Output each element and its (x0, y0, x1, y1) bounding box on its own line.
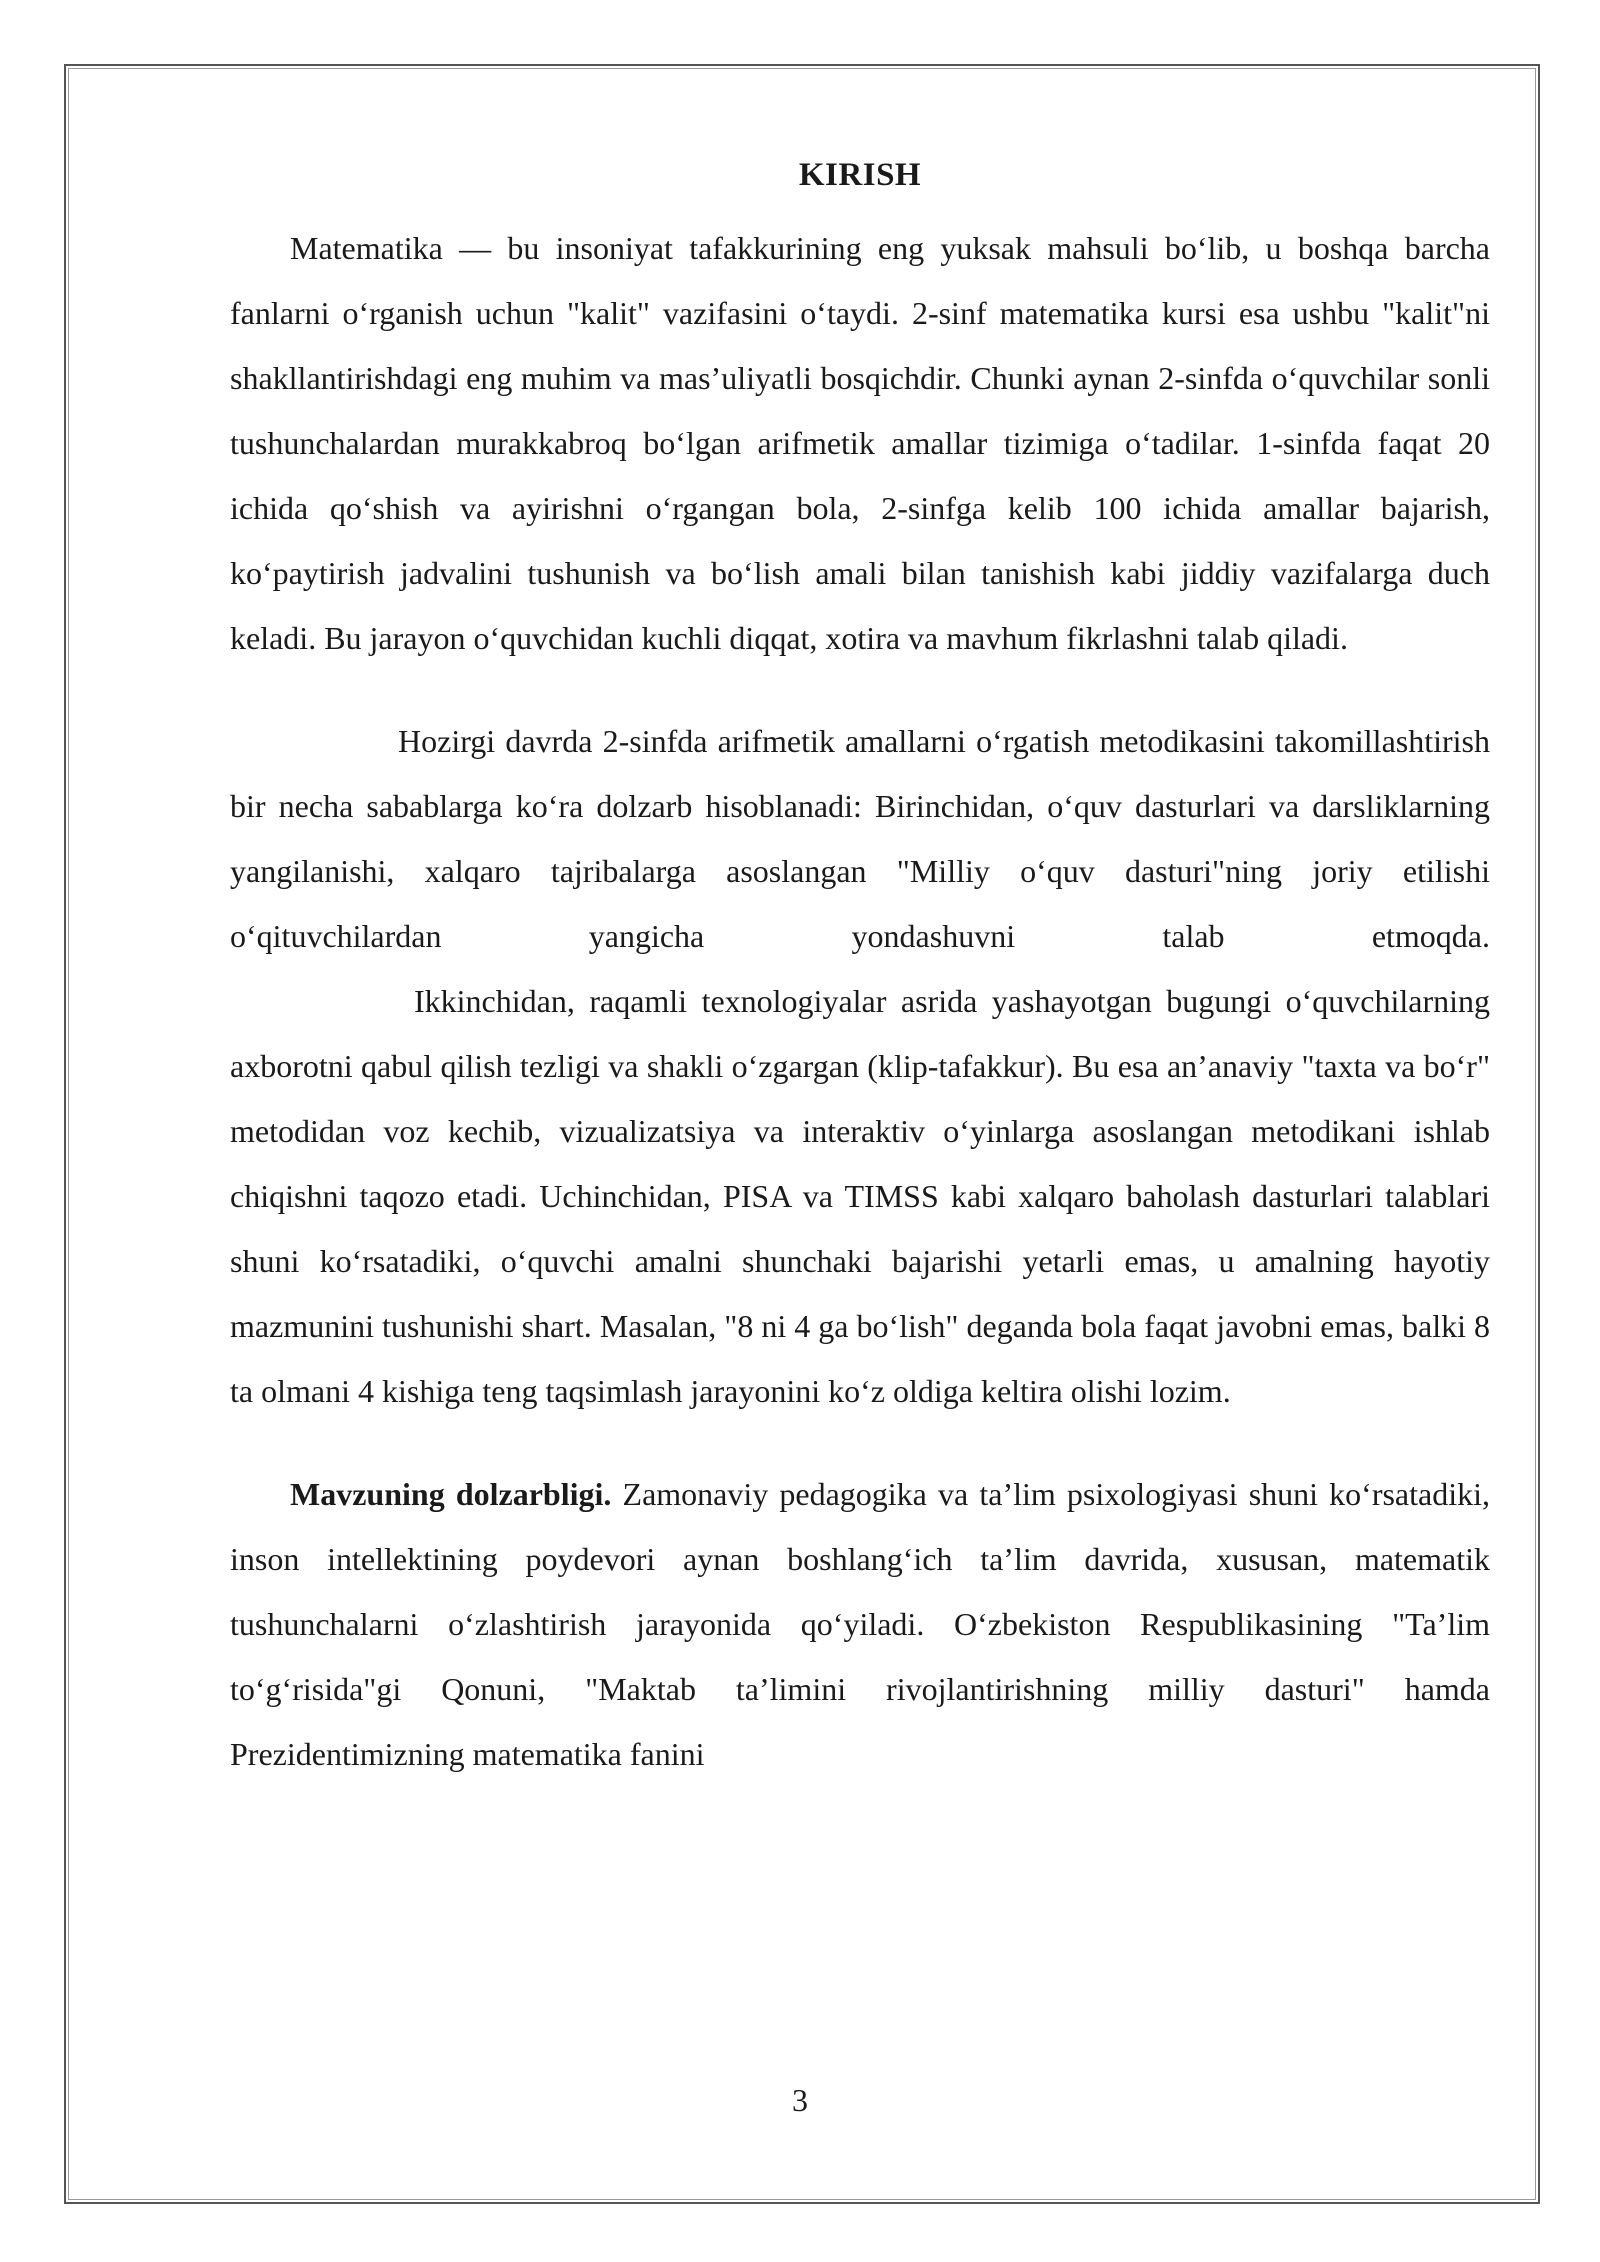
page-number: 3 (792, 2082, 808, 2118)
paragraph-second-third-reasons: Ikkinchidan, raqamli texnologiyalar asrida yashayotgan bugungi o‘quvchilarning axborotni qabul qilish tezligi va shakli o‘zgargan (klip-tafakkur). Bu esa an’anaviy "taxta va bo‘r" metodidan voz kechib, vizualizatsiya va interaktiv o‘yinlarga asoslangan metodikani ishlab chiqishni taqozo etadi. Uchinchidan, PISA va TIMSS kabi xalqaro baholash dasturlari talablari shuni ko‘rsatadiki, o‘quvchi amalni shunchaki bajarishi yetarli emas, u amalning hayotiy mazmunini tushunishi shart. Masalan, "8 ni 4 ga bo‘lish" deganda bola faqat javobni emas, balki 8 ta olmani 4 kishiga teng taqsimlash jarayonini ko‘z oldiga keltira olishi lozim. (230, 983, 1490, 1409)
document-body (230, 150, 1490, 1787)
paragraph-introduction: Matematika — bu insoniyat tafakkurining eng yuksak mahsuli bo‘lib, u boshqa barcha fanlarni o‘rganish uchun "kalit" vazifasini o‘taydi. 2-sinf matematika kursi esa ushbu "kalit"ni shakllantirishdagi eng muhim va mas’uliyatli bosqichdir. Chunki aynan 2-sinfda o‘quvchilar sonli tushunchalardan murakkabroq bo‘lgan arifmetik amallar tizimiga o‘tadilar. 1-sinfda faqat 20 ichida qo‘shish va ayirishni o‘rgangan bola, 2-sinfga kelib 100 ichida amallar bajarish, ko‘paytirish jadvalini tushunish va bo‘lish amali bilan tanishish kabi jiddiy vazifalarga duch keladi. Bu jarayon o‘quvchidan kuchli diqqat, xotira va mavhum fikrlashni talab qiladi. (230, 230, 1490, 656)
paragraph-topic-relevance (230, 1462, 1490, 1787)
paragraph-current-relevance: Hozirgi davrda 2-sinfda arifmetik amallarni o‘rgatish metodikasini takomillashtirish bir necha sabablarga ko‘ra dolzarb hisoblanadi: Birinchidan, o‘quv dasturlari va darsliklarning yangilanishi, xalqaro tajribalarga asoslangan "Milliy o‘quv dasturi"ning joriy etilishi o‘qituvchilardan yangicha yondashuvni talab etmoqda. (230, 723, 1490, 954)
relevance-lead: Mavzuning dolzarbligi. (290, 1476, 612, 1512)
document-title: KIRISH (798, 157, 922, 193)
relevance-text: Zamonaviy pedagogika va ta’lim psixologiyasi shuni ko‘rsatadiki, inson intellektining poydevori aynan boshlang‘ich ta’lim davrida, xususan, matematik tushunchalarni o‘zlashtirish jarayonida qo‘yiladi. O‘zbekiston Respublikasining "Ta’lim to‘g‘risida"gi Qonuni, "Maktab ta’limini rivojlantirishning milliy dasturi" hamda Prezidentimizning matematika fanini (230, 1476, 1491, 1772)
